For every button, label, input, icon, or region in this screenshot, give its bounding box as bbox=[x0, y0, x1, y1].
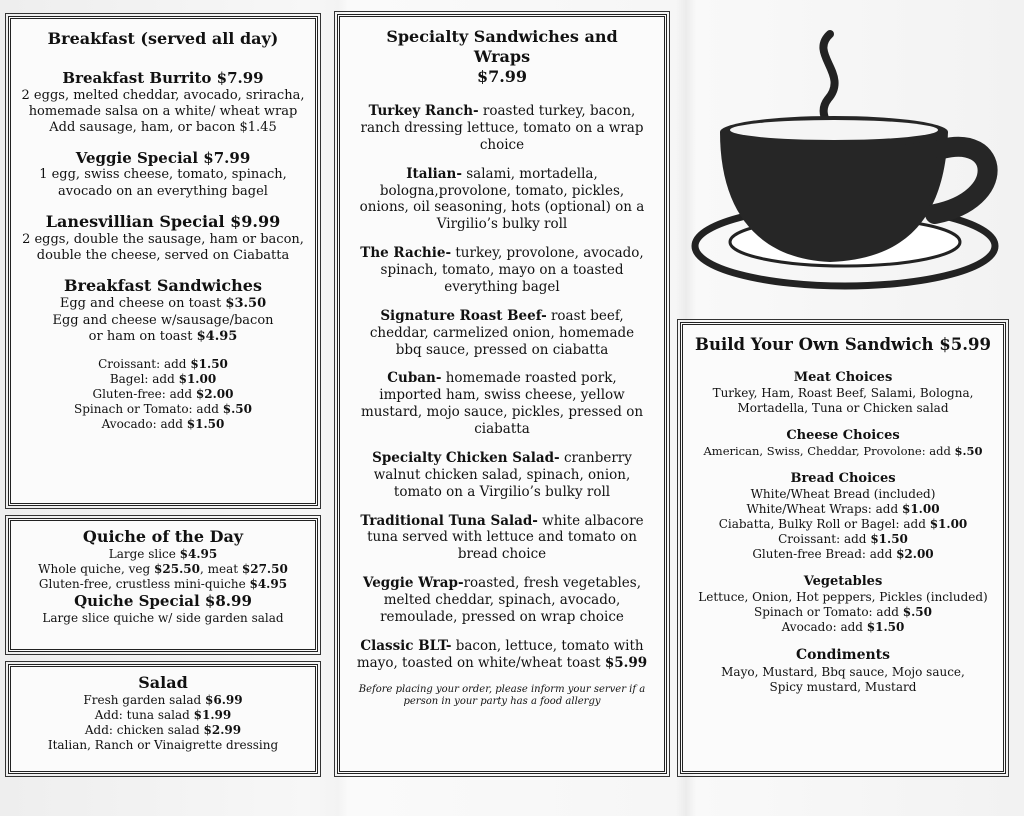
specialty-item: Italian- salami, mortadella, bologna,provolone, tomato, pickles, onions, oil seasoning, hots (optional) on a Virgilio’s bulky roll bbox=[359, 165, 645, 233]
condiments-line: Spicy mustard, Mustard bbox=[769, 679, 917, 694]
sandwich-line: or ham on toast $4.95 bbox=[88, 328, 238, 344]
specialty-item-name: Turkey Ranch- bbox=[368, 103, 479, 119]
allergy-note: Before placing your order, please inform your server if a person in your party has a food allergy bbox=[358, 683, 646, 707]
vegetables-title: Vegetables bbox=[803, 573, 883, 589]
bread-line: Ciabatta, Bulky Roll or Bagel: add $1.00 bbox=[718, 516, 968, 531]
breakfast-section bbox=[8, 16, 318, 506]
quiche-line: Gluten-free, crustless mini-quiche $4.95 bbox=[38, 577, 288, 591]
lanesvillian-line: 2 eggs, double the sausage, ham or bacon, bbox=[22, 231, 304, 247]
addon-line: Gluten-free: add $2.00 bbox=[92, 387, 234, 401]
quiche-section bbox=[8, 518, 318, 652]
veggie-special-line: 1 egg, swiss cheese, tomato, spinach, bbox=[39, 167, 287, 183]
specialty-item-name: Cuban- bbox=[387, 370, 442, 387]
specialty-item-name: Traditional Tuna Salad- bbox=[360, 512, 538, 529]
specialty-item-name: The Rachie- bbox=[360, 245, 452, 262]
salad-line: Add: chicken salad $2.99 bbox=[84, 723, 242, 737]
specialty-item: Turkey Ranch- roasted turkey, bacon, ranch dressing lettuce, tomato on a wrap choice bbox=[360, 103, 644, 153]
sandwich-line: Egg and cheese w/sausage/bacon bbox=[52, 312, 274, 328]
specialty-item: Classic BLT- bacon, lettuce, tomato with mayo, toasted on white/wheat toast $5.99 bbox=[356, 637, 648, 671]
specialty-item: Cuban- homemade roasted pork, imported ham, swiss cheese, yellow mustard, mojo sauce, pickles, pressed on ciabatta bbox=[360, 370, 644, 437]
addon-line: Bagel: add $1.00 bbox=[109, 372, 217, 386]
specialty-price: $7.99 bbox=[476, 67, 528, 86]
bread-line: White/Wheat Bread (included) bbox=[750, 486, 936, 501]
coffee-cup-icon bbox=[680, 14, 1010, 304]
specialty-item: Veggie Wrap-roasted, fresh vegetables, melted cheddar, spinach, avocado, remoulade, pressed on wrap choice bbox=[362, 575, 642, 625]
lanesvillian-line: double the cheese, served on Ciabatta bbox=[36, 248, 290, 263]
specialty-item-name: Classic BLT- bbox=[360, 637, 452, 654]
specialty-item: Traditional Tuna Salad- white albacore tuna served with lettuce and tomato on bread choice bbox=[360, 512, 644, 563]
veggie-special-name: Veggie Special $7.99 bbox=[75, 148, 251, 167]
lanesvillian-name: Lanesvillian Special $9.99 bbox=[45, 211, 281, 231]
quiche-special-desc: Large slice quiche w/ side garden salad bbox=[42, 610, 284, 625]
salad-line: Fresh garden salad $6.99 bbox=[83, 693, 243, 707]
byo-title: Build Your Own Sandwich $5.99 bbox=[695, 335, 991, 354]
breakfast-sandwiches-name: Breakfast Sandwiches bbox=[64, 276, 262, 296]
veg-line: Avocado: add $1.50 bbox=[781, 620, 905, 634]
burrito-line: 2 eggs, melted cheddar, avocado, sriracha, bbox=[21, 87, 305, 103]
sandwich-line: Egg and cheese on toast $3.50 bbox=[59, 296, 267, 312]
breakfast-title: Breakfast (served all day) bbox=[47, 29, 279, 48]
quiche-title: Quiche of the Day bbox=[82, 527, 244, 546]
specialty-item: The Rachie- turkey, provolone, avocado, spinach, tomato, mayo on a toasted everything bagel bbox=[360, 245, 644, 295]
veggie-special-line: avocado on an everything bagel bbox=[58, 183, 268, 199]
quiche-special-name: Quiche Special $8.99 bbox=[74, 592, 252, 610]
condiments-line: Mayo, Mustard, Bbq sauce, Mojo sauce, bbox=[721, 664, 965, 679]
specialty-item: Specialty Chicken Salad- cranberry walnut chicken salad, spinach, onion, tomato on a Virgilio’s bulky roll bbox=[372, 449, 632, 500]
specialty-section bbox=[337, 14, 667, 774]
addon-line: Croissant: add $1.50 bbox=[98, 357, 228, 371]
meat-title: Meat Choices bbox=[793, 369, 893, 385]
cheese-line: American, Swiss, Cheddar, Provolone: add $.50 bbox=[703, 444, 983, 459]
addon-line: Spinach or Tomato: add $.50 bbox=[74, 402, 252, 416]
specialty-item-name: Signature Roast Beef- bbox=[380, 307, 547, 324]
burrito-line: Add sausage, ham, or bacon $1.45 bbox=[49, 120, 277, 136]
specialty-item-name: Specialty Chicken Salad- bbox=[372, 449, 560, 466]
quiche-line: Whole quiche, veg $25.50, meat $27.50 bbox=[38, 562, 288, 576]
condiments-title: Condiments bbox=[795, 647, 890, 663]
specialty-item: Signature Roast Beef- roast beef, cheddar, carmelized onion, homemade bbq sauce, pressed on ciabatta bbox=[369, 307, 635, 358]
specialty-item-name: Veggie Wrap- bbox=[362, 575, 464, 592]
salad-dressing: Italian, Ranch or Vinaigrette dressing bbox=[47, 738, 279, 752]
bread-line: White/Wheat Wraps: add $1.00 bbox=[746, 501, 940, 516]
veg-line: Spinach or Tomato: add $.50 bbox=[754, 605, 932, 619]
burrito-line: homemade salsa on a white/ wheat wrap bbox=[28, 104, 298, 119]
burrito-name: Breakfast Burrito $7.99 bbox=[62, 69, 264, 87]
build-your-own-section bbox=[680, 322, 1006, 774]
salad-title: Salad bbox=[138, 673, 188, 692]
cheese-title: Cheese Choices bbox=[786, 427, 900, 443]
bread-line: Croissant: add $1.50 bbox=[778, 531, 908, 546]
salad-section bbox=[8, 664, 318, 774]
veg-line: Lettuce, Onion, Hot peppers, Pickles (included) bbox=[698, 590, 988, 604]
meat-line: Turkey, Ham, Roast Beef, Salami, Bologna, bbox=[712, 385, 974, 400]
specialty-item-name: Italian- bbox=[406, 165, 462, 182]
addon-line: Avocado: add $1.50 bbox=[101, 417, 225, 431]
bread-line: Gluten-free Bread: add $2.00 bbox=[752, 546, 934, 561]
salad-line: Add: tuna salad $1.99 bbox=[94, 708, 232, 722]
bread-title: Bread Choices bbox=[790, 470, 896, 486]
meat-line: Mortadella, Tuna or Chicken salad bbox=[737, 400, 949, 415]
specialty-title: Specialty Sandwiches and Wraps bbox=[386, 27, 618, 66]
quiche-line: Large slice $4.95 bbox=[108, 547, 218, 561]
